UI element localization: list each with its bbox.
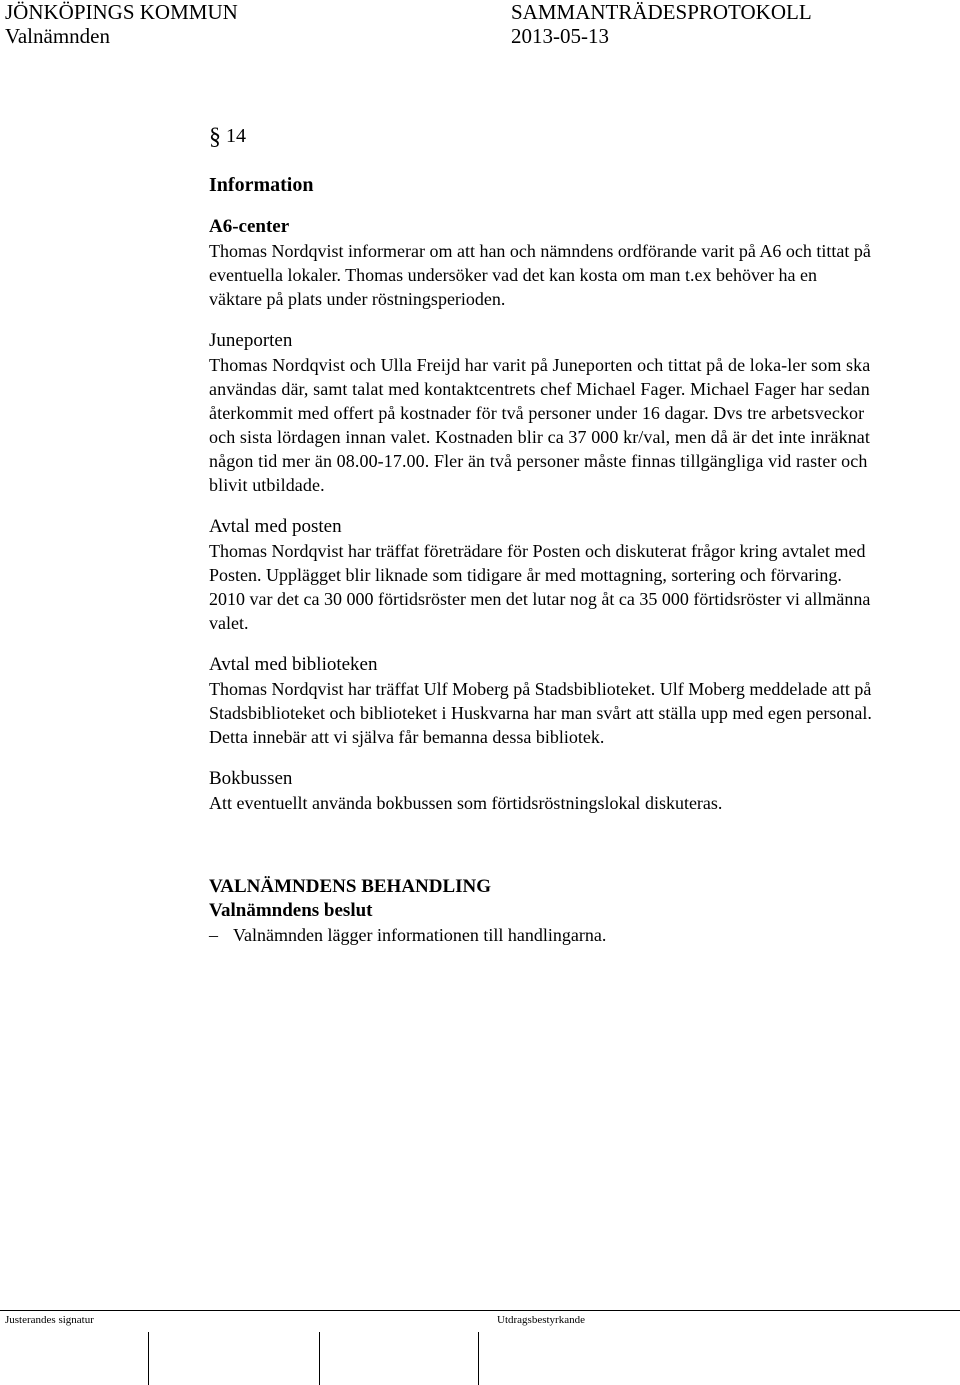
extract-certification-label: Utdragsbestyrkande xyxy=(497,1314,585,1326)
section-text: Att eventuellt använda bokbussen som förtidsröstningslokal diskuteras. xyxy=(209,793,723,813)
section-bokbussen xyxy=(209,767,874,815)
dash-bullet: – xyxy=(209,925,218,945)
department-name: Valnämnden xyxy=(5,24,110,48)
signature-label: Justerandes signatur xyxy=(5,1314,94,1326)
organization-name: JÖNKÖPINGS KOMMUN xyxy=(5,0,238,24)
decision-heading: Valnämndens beslut xyxy=(209,900,373,921)
section-title: Avtal med biblioteken xyxy=(209,654,378,675)
section-avtal-med-biblioteken xyxy=(209,653,874,749)
page-title: Information xyxy=(209,174,314,196)
section-a6-center xyxy=(209,215,874,311)
section-title: Juneporten xyxy=(209,330,293,351)
decision-text: Valnämnden lägger informationen till handlingarna. xyxy=(233,925,607,945)
document-body xyxy=(209,122,874,947)
document-type: SAMMANTRÄDESPROTOKOLL xyxy=(511,0,812,24)
signature-field-divider xyxy=(148,1332,149,1385)
page-footer xyxy=(0,1308,960,1385)
section-text: Thomas Nordqvist informerar om att han och nämndens ordförande varit på A6 och tittat på eventuella lokaler. Thomas undersöker vad det kan kosta om man t.ex behöver ha en väktare på plats under röstningsperioden. xyxy=(209,241,871,309)
section-text: Thomas Nordqvist har träffat företrädare för Posten och diskuterat frågor kring avtalet med Posten. Upplägget blir liknade som tidigare år med mottagning, sortering och förvaring. 2010 var det ca 30 000 förtidsröster men det lutar nog åt ca 35 000 förtidsröster vi allmänna valet. xyxy=(209,541,871,633)
signature-field-divider xyxy=(478,1332,479,1385)
section-avtal-med-posten xyxy=(209,515,874,635)
section-title: Avtal med posten xyxy=(209,516,342,537)
footer-divider xyxy=(0,1310,960,1311)
page-header xyxy=(0,0,960,56)
section-juneporten xyxy=(209,329,874,497)
paragraph-number-value: 14 xyxy=(226,125,246,147)
signature-field-divider xyxy=(319,1332,320,1385)
section-symbol: § xyxy=(209,124,221,150)
section-title: A6-center xyxy=(209,216,290,237)
section-text: Thomas Nordqvist och Ulla Freijd har varit på Juneporten och tittat på de loka-ler som ska användas där, samt talat med kontaktcentrets chef Michael Fager. Michael Fager har sedan återkommit med offert på kostnader för två personer under 16 dagar. Dvs tre arbetsveckor och sista lördagen innan valet. Kostnaden blir ca 37 000 kr/val, men då är det inte inräknat någon tid mer än 08.00-17.00. Fler än två personer måste finnas tillgängliga vid raster och blivit utbildade. xyxy=(209,355,871,495)
decision-item xyxy=(209,923,874,947)
treatment-heading: VALNÄMNDENS BEHANDLING xyxy=(209,876,492,897)
treatment-block xyxy=(209,875,874,947)
section-text: Thomas Nordqvist har träffat Ulf Moberg på Stadsbiblioteket. Ulf Moberg meddelade att på Stadsbiblioteket och biblioteket i Huskvarna har man svårt att ställa upp med egen personal. Detta innebär att vi själva får bemanna dessa bibliotek. xyxy=(209,679,872,747)
meeting-date: 2013-05-13 xyxy=(511,24,609,48)
paragraph-number xyxy=(209,122,874,149)
section-title: Bokbussen xyxy=(209,768,293,789)
